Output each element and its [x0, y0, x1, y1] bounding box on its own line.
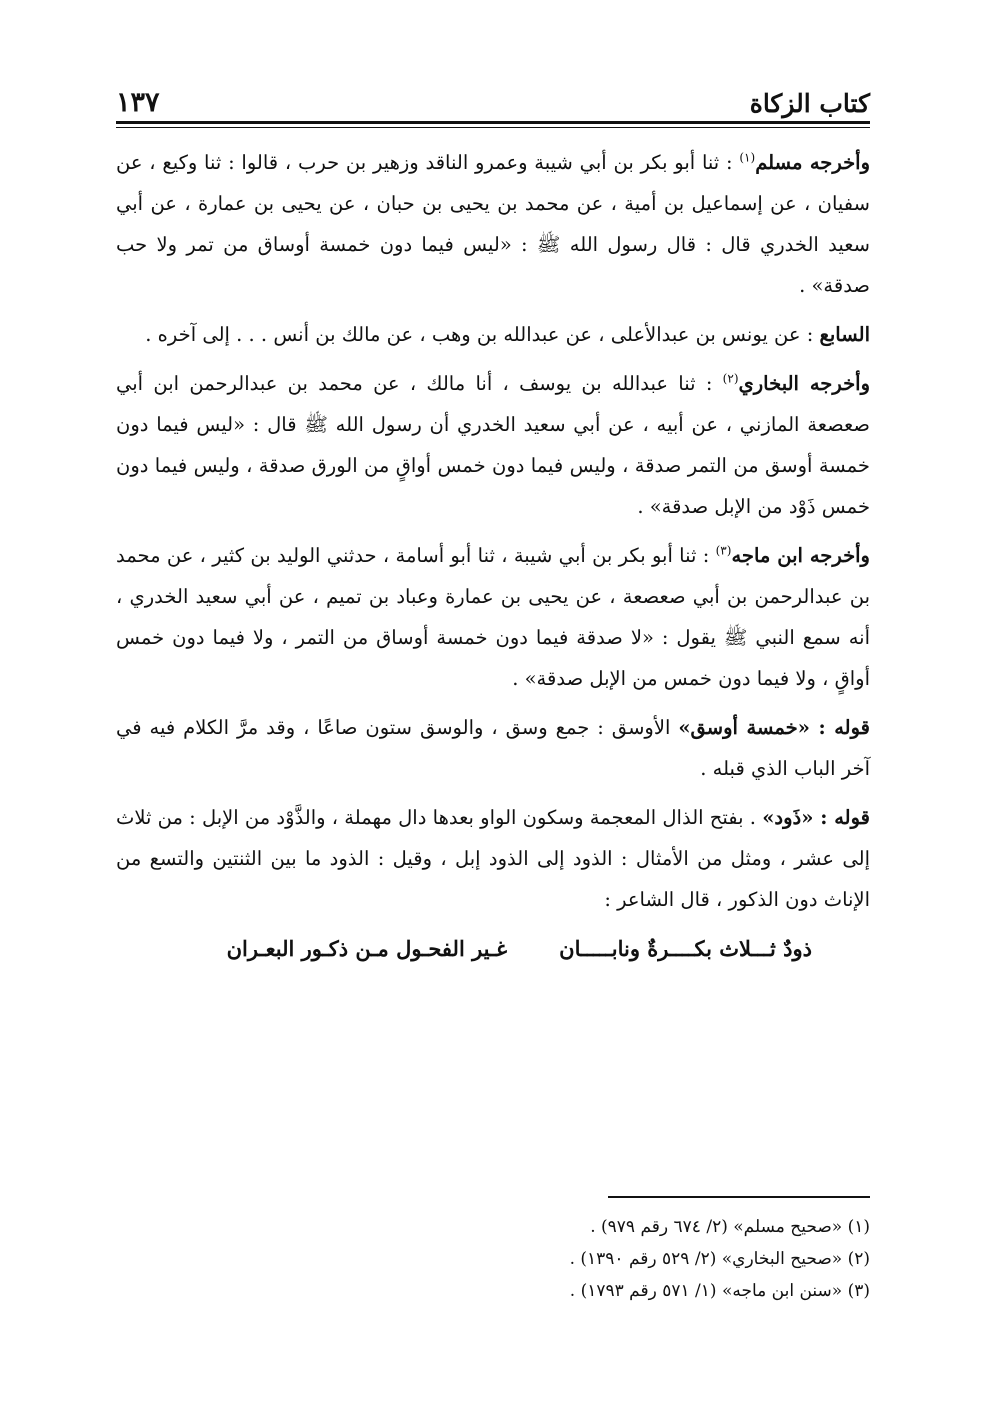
paragraph-lead: السابع: [819, 323, 870, 346]
page-number: ١٣٧: [116, 87, 160, 118]
poetry-verse: [116, 928, 870, 969]
footnote-3: (٣) «سنن ابن ماجه» (١/ ٥٧١ رقم ١٧٩٣) .: [569, 1281, 870, 1301]
paragraph-text: : ثنا أبو بكر بن أبي شيبة ، ثنا أبو أسامة ، حدثني الوليد بن كثير ، عن محمد بن عبدالرحمن بن أبي صعصعة ، عن يحيى بن عمارة وعباد بن تميم ، عن أبي سعيد الخدري ، أنه سمع النبي ﷺ يقول : «لا صدقة فيما دون خمسة أوساق من التمر ، ولا فيما دون خمس أواقٍ ، ولا فيما دون خمس من الإبل صدقة» .: [116, 544, 870, 690]
paragraph-lead: وأخرجه ابن ماجه: [731, 544, 870, 567]
paragraph-awsuq: [116, 707, 870, 789]
paragraph-text: : ثنا عبدالله بن يوسف ، أنا مالك ، عن محمد بن عبدالرحمن ابن أبي صعصعة المازني ، عن أبيه ، عن أبي سعيد الخدري أن رسول الله ﷺ قال : «ليس فيما دون خمسة أوسق من التمر صدقة ، وليس فيما دون خمس أواقٍ من الورق صدقة ، وليس فيما دون خمس ذَوْد من الإبل صدقة» .: [116, 372, 870, 518]
footnote-ref: (١): [739, 150, 756, 165]
footnote-1: (١) «صحيح مسلم» (٢/ ٦٧٤ رقم ٩٧٩) .: [590, 1217, 870, 1237]
paragraph-text: : ثنا أبو بكر بن أبي شيبة وعمرو الناقد وزهير بن حرب ، قالوا : ثنا وكيع ، عن سفيان ، عن إسماعيل بن أمية ، عن محمد بن يحيى بن حبان ، عن يحيى بن عمارة ، عن أبي سعيد الخدري قال : قال رسول الله ﷺ : «ليس فيما دون خمسة أوساق من تمر ولا حب صدقة» .: [116, 151, 870, 297]
verse-first-hemistich: ذودٌ ثـــلاث بكــــرةٌ ونابـــــان: [559, 936, 812, 961]
header-rule-thin: [116, 127, 870, 128]
paragraph-dhawd: [116, 797, 870, 920]
paragraph-text: : عن يونس بن عبدالأعلى ، عن عبدالله بن وهب ، عن مالك بن أنس . . . إلى آخره .: [145, 323, 820, 346]
paragraph-text: الأوسق : جمع وسق ، والوسق ستون صاعًا ، وقد مرَّ الكلام فيه في آخر الباب الذي قبله .: [116, 716, 870, 780]
main-text: [116, 142, 870, 969]
paragraph-text: . بفتح الذال المعجمة وسكون الواو بعدها دال مهملة ، والذَّوْد من الإبل : من ثلاث إلى عشر ، ومثل من الأمثال : الذود إلى الذود إبل ، وقيل : الذود ما بين الثنتين والتسع من الإناث دون الذكور ، قال الشاعر :: [116, 806, 870, 911]
paragraph-bukhari: [116, 363, 870, 527]
paragraph-seventh: [116, 314, 870, 355]
paragraph-lead: وأخرجه البخاري: [738, 372, 870, 395]
header-rule-thick: [116, 121, 870, 124]
footnotes: [116, 1211, 870, 1307]
book-title: كتاب الزكاة: [749, 89, 870, 118]
footnote-2: (٢) «صحيح البخاري» (٢/ ٥٢٩ رقم ١٣٩٠) .: [569, 1249, 870, 1269]
footnote-separator: [608, 1196, 870, 1198]
verse-second-hemistich: غـير الفحـول مـن ذكـور البعـران: [226, 936, 508, 961]
paragraph-muslim: [116, 142, 870, 306]
paragraph-lead: وأخرجه مسلم: [755, 151, 870, 174]
paragraph-ibn-majah: [116, 535, 870, 699]
footnote-ref: (٢): [722, 371, 739, 386]
running-header: [116, 74, 870, 118]
footnote-ref: (٣): [715, 543, 732, 558]
paragraph-lead: قوله : «ذَود»: [762, 806, 871, 829]
paragraph-lead: قوله : «خمسة أوسق»: [678, 716, 870, 739]
